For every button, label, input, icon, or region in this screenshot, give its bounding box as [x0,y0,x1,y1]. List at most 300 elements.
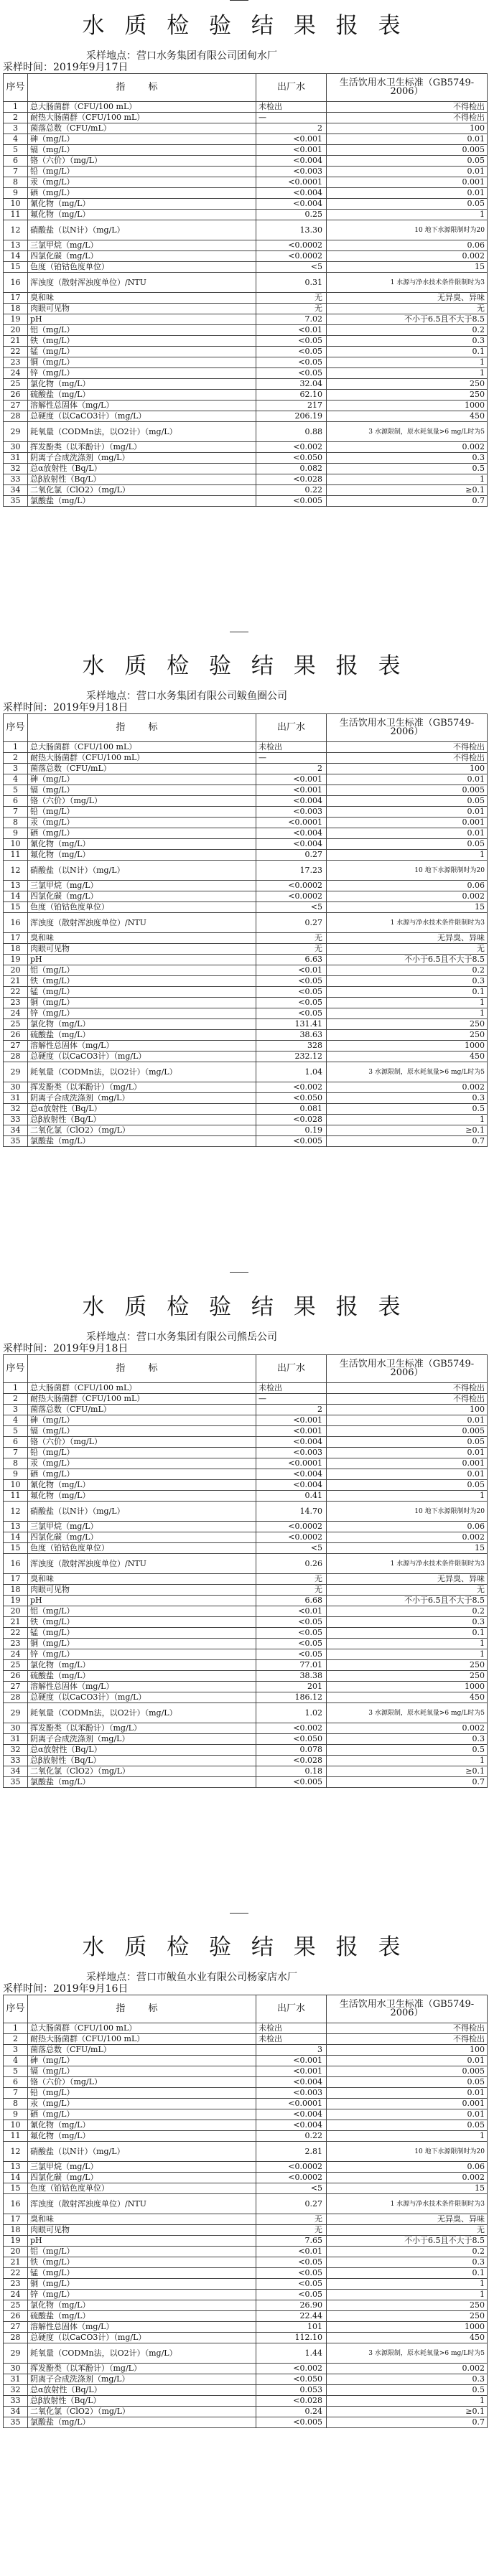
indicator-name: pH [28,314,256,325]
sampling-location: 采样地点：营口水务集团有限公司熊岳公司 [86,1331,277,1343]
standard-limit: 100 [327,764,488,774]
standard-limit: 10 地下水源限制时为20 [327,1502,488,1522]
table-row [4,753,488,764]
measured-value: 0.27 [256,913,327,933]
table-row [4,1606,488,1617]
row-number: 7 [4,1448,28,1458]
indicator-name: 挥发酚类（以苯酚计）（mg/L） [28,2364,256,2374]
indicator-name: 二氧化氯（ClO2）（mg/L） [28,2407,256,2417]
row-number: 20 [4,325,28,336]
standard-limit: 0.05 [327,156,488,167]
measured-value: <0.004 [256,2077,327,2088]
row-number: 1 [4,742,28,753]
standard-limit: 1 [327,2396,488,2407]
table-header-row [4,1995,488,2023]
measured-value: 0.053 [256,2385,327,2396]
row-number: 21 [4,1617,28,1628]
row-number: 9 [4,2109,28,2120]
table-row [4,2077,488,2088]
standard-limit: 250 [327,1019,488,1030]
standard-limit: 1 [327,368,488,379]
indicator-name: 臭和味 [28,2214,256,2225]
indicator-name: 硒（mg/L） [28,1469,256,1480]
table-row [4,2034,488,2045]
measured-value: <0.004 [256,2120,327,2131]
measured-value: <0.002 [256,1723,327,1734]
indicator-name: 硫酸盐（mg/L） [28,1030,256,1041]
row-number: 31 [4,1093,28,1104]
table-row [4,1394,488,1405]
standard-limit: 0.05 [327,1480,488,1491]
indicator-name: 菌落总数（CFU/mL） [28,2045,256,2056]
table-row [4,2333,488,2343]
row-number: 19 [4,1596,28,1606]
measured-value: <0.0002 [256,881,327,891]
row-number: 13 [4,1522,28,1532]
standard-limit: 0.1 [327,1628,488,1639]
standard-limit: ≥0.1 [327,1125,488,1136]
measured-value: 131.41 [256,1019,327,1030]
table-row [4,2066,488,2077]
standard-limit: 1 [327,357,488,368]
row-number: 29 [4,1062,28,1082]
row-number: 25 [4,1660,28,1671]
standard-limit: 不得检出 [327,2034,488,2045]
table-row [4,1125,488,1136]
sampling-location: 采样地点：营口水务集团有限公司鲅鱼圈公司 [86,690,287,702]
measured-value: 26.90 [256,2300,327,2311]
row-number: 33 [4,1115,28,1125]
row-number: 3 [4,2045,28,2056]
indicator-name: 锌（mg/L） [28,1649,256,1660]
indicator-name: 铜（mg/L） [28,357,256,368]
table-row [4,1458,488,1469]
row-number: 9 [4,1469,28,1480]
row-number: 9 [4,828,28,839]
measured-value: <0.01 [256,2247,327,2257]
table-row [4,944,488,955]
indicator-name: 菌落总数（CFU/mL） [28,123,256,134]
measured-value: 1.04 [256,1062,327,1082]
row-number: 1 [4,2023,28,2034]
indicator-name: 氯酸盐（mg/L） [28,1136,256,1147]
row-number: 1 [4,102,28,113]
table-row [4,2311,488,2322]
row-number: 4 [4,774,28,785]
indicator-name: 锰（mg/L） [28,987,256,998]
indicator-name: 总大肠菌群（CFU/100 mL） [28,742,256,753]
standard-limit: 0.3 [327,336,488,347]
table-row [4,2194,488,2214]
measured-value: <0.002 [256,2364,327,2374]
table-row [4,304,488,314]
indicator-name: 锰（mg/L） [28,347,256,357]
row-number: 21 [4,2257,28,2268]
measured-value: 14.70 [256,1502,327,1522]
indicator-name: 汞（mg/L） [28,2099,256,2109]
indicator-name: 铁（mg/L） [28,1617,256,1628]
row-number: 3 [4,764,28,774]
table-row [4,796,488,807]
indicator-name: 三氯甲烷（mg/L） [28,1522,256,1532]
standard-limit: 0.3 [327,2257,488,2268]
standard-limit: 0.1 [327,347,488,357]
header-indicator: 指 标 [28,714,256,742]
measured-value: 112.10 [256,2333,327,2343]
table-row [4,390,488,401]
row-number: 5 [4,145,28,156]
table-row [4,1671,488,1682]
standard-limit: 不得检出 [327,753,488,764]
table-row [4,965,488,976]
table-row [4,850,488,861]
table-row [4,2300,488,2311]
table-row [4,1030,488,1041]
row-number: 10 [4,2120,28,2131]
measured-value: <0.05 [256,1628,327,1639]
standard-limit: 0.002 [327,2364,488,2374]
table-row [4,1008,488,1019]
measured-value: 未检出 [256,2034,327,2045]
standard-limit: 0.05 [327,2077,488,2088]
measured-value: <0.0002 [256,891,327,902]
header-value: 出厂水 [256,1355,327,1383]
indicator-name: 氯酸盐（mg/L） [28,496,256,507]
indicator-name: 阴离子合成洗涤剂（mg/L） [28,453,256,464]
standard-limit: 0.06 [327,881,488,891]
standard-limit: 0.002 [327,1082,488,1093]
indicator-name: 铅（mg/L） [28,167,256,177]
table-row [4,1682,488,1692]
row-number: 22 [4,2268,28,2279]
row-number: 26 [4,1030,28,1041]
standard-limit: 无异臭、异味 [327,2214,488,2225]
standard-limit: 0.01 [327,2088,488,2099]
indicator-name: 铁（mg/L） [28,976,256,987]
standard-limit: 10 地下水源限制时为20 [327,2142,488,2162]
table-row [4,1136,488,1147]
table-row [4,2099,488,2109]
report-title: 水 质 检 验 结 果 报 表 [82,1934,407,1960]
table-row [4,1585,488,1596]
row-number: 14 [4,891,28,902]
table-row [4,2279,488,2290]
row-number: 18 [4,2225,28,2236]
standard-limit: 1000 [327,401,488,411]
table-row [4,913,488,933]
row-number: 29 [4,2343,28,2364]
row-number: 17 [4,1574,28,1585]
row-number: 21 [4,976,28,987]
standard-limit: 0.3 [327,1093,488,1104]
measured-value: <0.050 [256,1734,327,1745]
table-row [4,881,488,891]
indicator-name: 总β放射性（Bq/L） [28,2396,256,2407]
measured-value: 0.078 [256,1745,327,1756]
measured-value: 0.41 [256,1491,327,1502]
indicator-name: 硝酸盐（以N计）（mg/L） [28,861,256,881]
standard-limit: 0.01 [327,2109,488,2120]
indicator-name: 总大肠菌群（CFU/100 mL） [28,102,256,113]
table-row [4,1082,488,1093]
table-row [4,102,488,113]
row-number: 34 [4,1125,28,1136]
row-number: 34 [4,2407,28,2417]
table-row [4,1491,488,1502]
indicator-name: 阴离子合成洗涤剂（mg/L） [28,1734,256,1745]
standard-limit: 0.5 [327,464,488,474]
results-table [3,73,488,507]
table-row [4,199,488,210]
table-row [4,220,488,240]
standard-limit: 0.01 [327,1415,488,1426]
standard-limit: 0.3 [327,1734,488,1745]
indicator-name: 挥发酚类（以苯酚计）（mg/L） [28,1723,256,1734]
header-indicator: 指 标 [28,1995,256,2023]
row-number: 20 [4,2247,28,2257]
indicator-name: 肉眼可见物 [28,944,256,955]
row-number: 33 [4,474,28,485]
table-row [4,1777,488,1788]
measured-value: <0.002 [256,442,327,453]
table-row [4,1104,488,1115]
row-number: 13 [4,881,28,891]
row-number: 19 [4,2236,28,2247]
header-limit: 生活饮用水卫生标准（GB5749-2006） [327,74,488,102]
table-row [4,818,488,828]
row-number: 6 [4,156,28,167]
row-number: 11 [4,210,28,220]
standard-limit: 1 [327,998,488,1008]
row-number: 35 [4,1777,28,1788]
row-number: 12 [4,861,28,881]
measured-value: 0.24 [256,2407,327,2417]
indicator-name: 硒（mg/L） [28,828,256,839]
table-row [4,828,488,839]
section-divider [230,1272,248,1273]
measured-value: 0.22 [256,2131,327,2142]
indicator-name: 耐热大肠菌群（CFU/100 mL） [28,1394,256,1405]
indicator-name: 氟化物（mg/L） [28,1491,256,1502]
measured-value: <0.005 [256,1136,327,1147]
measured-value: <0.002 [256,1082,327,1093]
table-row [4,1660,488,1671]
standard-limit: 0.5 [327,2385,488,2396]
indicator-name: 铝（mg/L） [28,325,256,336]
standard-limit: ≥0.1 [327,1766,488,1777]
row-number: 1 [4,1383,28,1394]
measured-value: 未检出 [256,102,327,113]
measured-value: <0.05 [256,2268,327,2279]
indicator-name: 铝（mg/L） [28,2247,256,2257]
measured-value: 7.02 [256,314,327,325]
table-row [4,2162,488,2173]
indicator-name: 三氯甲烷（mg/L） [28,2162,256,2173]
row-number: 29 [4,422,28,442]
indicator-name: 挥发酚类（以苯酚计）（mg/L） [28,1082,256,1093]
table-row [4,2131,488,2142]
standard-limit: 250 [327,1660,488,1671]
measured-value: <0.001 [256,1415,327,1426]
table-row [4,1115,488,1125]
standard-limit: 0.001 [327,1458,488,1469]
table-row [4,347,488,357]
indicator-name: 三氯甲烷（mg/L） [28,881,256,891]
standard-limit: 无 [327,2225,488,2236]
measured-value: <0.0001 [256,818,327,828]
measured-value: <0.0002 [256,240,327,251]
table-header-row [4,74,488,102]
standard-limit: 0.05 [327,1437,488,1448]
row-number: 5 [4,785,28,796]
measured-value: 无 [256,933,327,944]
sampling-time: 采样时间：2019年9月17日 [3,62,129,73]
indicator-name: 总大肠菌群（CFU/100 mL） [28,1383,256,1394]
table-row [4,474,488,485]
measured-value: <0.01 [256,1606,327,1617]
indicator-name: 总β放射性（Bq/L） [28,1115,256,1125]
measured-value: 17.23 [256,861,327,881]
measured-value: <0.028 [256,1756,327,1766]
table-row [4,2364,488,2374]
standard-limit: 3 水源限制，原水耗氧量>6 mg/L时为5 [327,1703,488,1723]
table-row [4,1628,488,1639]
indicator-name: 硝酸盐（以N计）（mg/L） [28,220,256,240]
standard-limit: 0.05 [327,839,488,850]
indicator-name: 锌（mg/L） [28,368,256,379]
measured-value: <0.0002 [256,251,327,262]
indicator-name: 铬（六价）（mg/L） [28,1437,256,1448]
table-row [4,145,488,156]
standard-limit: 15 [327,2183,488,2194]
indicator-name: 硝酸盐（以N计）（mg/L） [28,2142,256,2162]
table-row [4,2142,488,2162]
table-row [4,1703,488,1723]
row-number: 16 [4,2194,28,2214]
table-row [4,2214,488,2225]
row-number: 32 [4,2385,28,2396]
table-row [4,987,488,998]
header-limit: 生活饮用水卫生标准（GB5749-2006） [327,1995,488,2023]
standard-limit: 0.001 [327,2099,488,2109]
measured-value: 无 [256,1585,327,1596]
standard-limit: 0.06 [327,2162,488,2173]
row-number: 12 [4,2142,28,2162]
indicator-name: 浑浊度（散射浑浊度单位）/NTU [28,1554,256,1574]
header-value: 出厂水 [256,714,327,742]
row-number: 28 [4,1052,28,1062]
measured-value: 0.26 [256,1554,327,1574]
measured-value: <0.001 [256,2056,327,2066]
row-number: 22 [4,1628,28,1639]
row-number: 24 [4,2290,28,2300]
row-number: 16 [4,273,28,293]
measured-value: <0.004 [256,1437,327,1448]
standard-limit: 0.01 [327,828,488,839]
standard-limit: 3 水源限制，原水耗氧量>6 mg/L时为5 [327,422,488,442]
table-header-row [4,1355,488,1383]
standard-limit: 1 [327,1756,488,1766]
measured-value: <0.0002 [256,2173,327,2183]
measured-value: <5 [256,262,327,273]
row-number: 14 [4,251,28,262]
standard-limit: 0.01 [327,1469,488,1480]
indicator-name: 色度（铂钴色度单位） [28,262,256,273]
standard-limit: 10 地下水源限制时为20 [327,861,488,881]
measured-value: <0.001 [256,774,327,785]
standard-limit: 0.01 [327,807,488,818]
measured-value: <0.001 [256,145,327,156]
indicator-name: pH [28,1596,256,1606]
table-row [4,1093,488,1104]
row-number: 12 [4,220,28,240]
measured-value: 3 [256,2045,327,2056]
standard-limit: 15 [327,902,488,913]
row-number: 16 [4,1554,28,1574]
measured-value: <0.05 [256,1008,327,1019]
indicator-name: 锌（mg/L） [28,2290,256,2300]
table-row [4,2120,488,2131]
sampling-location: 采样地点：营口水务集团有限公司团甸水厂 [86,50,277,62]
indicator-name: 四氯化碳（mg/L） [28,891,256,902]
standard-limit: 0.002 [327,1532,488,1543]
indicator-name: 耗氧量（CODMn法，以O2计）（mg/L） [28,2343,256,2364]
row-number: 7 [4,807,28,818]
measured-value: 328 [256,1041,327,1052]
row-number: 23 [4,357,28,368]
standard-limit: 0.5 [327,1104,488,1115]
measured-value: <0.05 [256,976,327,987]
indicator-name: 氯酸盐（mg/L） [28,2417,256,2428]
measured-value: <0.01 [256,325,327,336]
table-row [4,2343,488,2364]
row-number: 25 [4,2300,28,2311]
row-number: 10 [4,839,28,850]
indicator-name: 溶解性总固体（mg/L） [28,1682,256,1692]
table-row [4,2396,488,2407]
row-number: 15 [4,1543,28,1554]
standard-limit: 250 [327,1030,488,1041]
standard-limit: 0.001 [327,818,488,828]
table-row [4,314,488,325]
row-number: 5 [4,1426,28,1437]
measured-value: <0.005 [256,496,327,507]
table-row [4,1756,488,1766]
results-table [3,1995,488,2428]
table-row [4,1639,488,1649]
table-row [4,1734,488,1745]
standard-limit: 1 [327,2290,488,2300]
row-number: 16 [4,913,28,933]
standard-limit: 0.2 [327,2247,488,2257]
indicator-name: 总β放射性（Bq/L） [28,474,256,485]
table-row [4,2109,488,2120]
measured-value: <0.0002 [256,1532,327,1543]
row-number: 8 [4,177,28,188]
indicator-name: 镉（mg/L） [28,1426,256,1437]
header-value: 出厂水 [256,1995,327,2023]
row-number: 27 [4,1041,28,1052]
row-number: 8 [4,2099,28,2109]
row-number: 35 [4,1136,28,1147]
table-row [4,368,488,379]
indicator-name: 总α放射性（Bq/L） [28,464,256,474]
row-number: 31 [4,2374,28,2385]
standard-limit: 0.06 [327,1522,488,1532]
measured-value: 无 [256,944,327,955]
standard-limit: 0.7 [327,1777,488,1788]
indicator-name: 铬（六价）（mg/L） [28,796,256,807]
